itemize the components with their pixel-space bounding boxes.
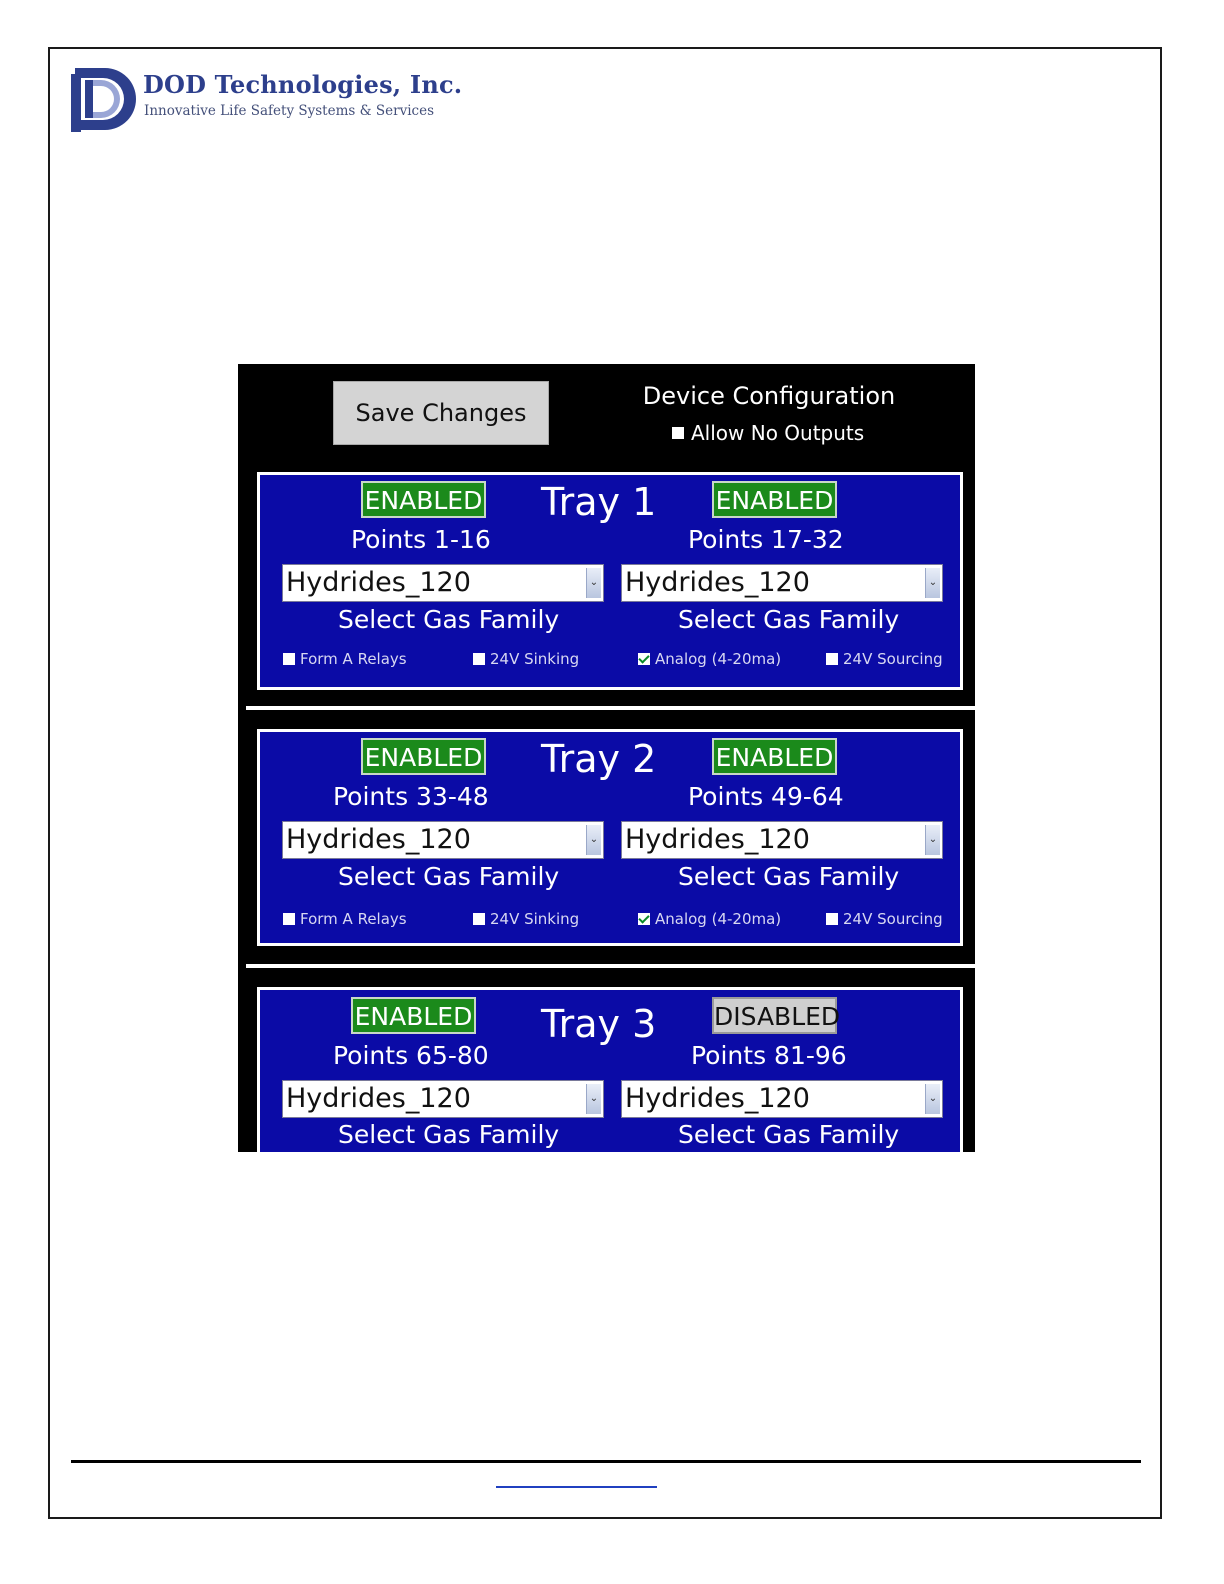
dod-logo-icon <box>71 66 137 132</box>
left-points-label: Points 1-16 <box>351 525 491 554</box>
tray-title: Tray 3 <box>541 1002 657 1046</box>
right-gas-family-value: Hydrides_120 <box>625 567 810 598</box>
allow-no-outputs-label: Allow No Outputs <box>691 421 865 445</box>
option-label: 24V Sourcing <box>843 650 943 668</box>
left-status-badge[interactable]: ENABLED <box>361 481 486 518</box>
right-points-label: Points 81-96 <box>691 1041 847 1070</box>
footer-link[interactable] <box>496 1486 657 1488</box>
right-points-label: Points 49-64 <box>688 782 844 811</box>
left-gas-family-select[interactable] <box>282 1080 604 1118</box>
option-label: Analog (4-20ma) <box>655 650 782 668</box>
24v-sourcing-checkbox[interactable] <box>826 650 943 668</box>
right-gas-family-value: Hydrides_120 <box>625 824 810 855</box>
form-a-relays-checkbox[interactable] <box>283 910 407 928</box>
right-select-caption: Select Gas Family <box>678 1120 900 1149</box>
right-gas-family-value: Hydrides_120 <box>625 1083 810 1114</box>
right-gas-family-select[interactable] <box>621 821 943 859</box>
screen-title: Device Configuration <box>642 382 896 410</box>
left-gas-family-value: Hydrides_120 <box>286 1083 471 1114</box>
company-tagline: Innovative Life Safety Systems & Services <box>144 103 435 119</box>
left-select-caption: Select Gas Family <box>338 862 560 891</box>
chevron-down-icon: ⌄ <box>925 825 940 855</box>
24v-sourcing-checkbox[interactable] <box>826 910 943 928</box>
option-label: 24V Sourcing <box>843 910 943 928</box>
right-status-badge[interactable]: ENABLED <box>712 481 837 518</box>
right-select-caption: Select Gas Family <box>678 605 900 634</box>
tray-2-panel <box>257 729 963 946</box>
right-status-badge[interactable]: ENABLED <box>712 738 837 775</box>
24v-sinking-checkbox[interactable] <box>473 650 579 668</box>
chevron-down-icon: ⌄ <box>925 568 940 598</box>
form-a-relays-checkbox[interactable] <box>283 650 407 668</box>
tray-title: Tray 1 <box>541 480 657 524</box>
checkbox-checked-icon <box>638 913 650 925</box>
right-points-label: Points 17-32 <box>688 525 844 554</box>
chevron-down-icon: ⌄ <box>586 1084 601 1114</box>
checkbox-icon <box>826 913 838 925</box>
24v-sinking-checkbox[interactable] <box>473 910 579 928</box>
left-gas-family-select[interactable] <box>282 821 604 859</box>
left-gas-family-value: Hydrides_120 <box>286 567 471 598</box>
right-status-badge[interactable]: DISABLED <box>712 997 837 1034</box>
tray-separator <box>246 706 975 710</box>
checkbox-icon <box>826 653 838 665</box>
right-gas-family-select[interactable] <box>621 564 943 602</box>
option-label: Analog (4-20ma) <box>655 910 782 928</box>
tray-separator <box>246 964 975 968</box>
device-configuration-screen <box>238 364 975 1152</box>
left-status-badge[interactable]: ENABLED <box>361 738 486 775</box>
left-select-caption: Select Gas Family <box>338 605 560 634</box>
allow-no-outputs-checkbox[interactable] <box>672 421 864 445</box>
checkbox-icon <box>283 913 295 925</box>
option-label: Form A Relays <box>300 910 407 928</box>
checkbox-icon <box>473 913 485 925</box>
checkbox-icon <box>283 653 295 665</box>
save-changes-button[interactable]: Save Changes <box>333 381 549 445</box>
chevron-down-icon: ⌄ <box>586 568 601 598</box>
tray-1-panel <box>257 472 963 690</box>
checkbox-icon <box>473 653 485 665</box>
left-gas-family-value: Hydrides_120 <box>286 824 471 855</box>
option-label: Form A Relays <box>300 650 407 668</box>
left-select-caption: Select Gas Family <box>338 1120 560 1149</box>
left-status-badge[interactable]: ENABLED <box>351 997 476 1034</box>
tray-title: Tray 2 <box>541 737 657 781</box>
checkbox-icon <box>672 427 684 439</box>
left-points-label: Points 65-80 <box>333 1041 489 1070</box>
chevron-down-icon: ⌄ <box>586 825 601 855</box>
company-name: DOD Technologies, Inc. <box>143 70 463 99</box>
analog-4-20ma-checkbox[interactable] <box>638 650 781 668</box>
footer-rule <box>71 1460 1141 1463</box>
right-select-caption: Select Gas Family <box>678 862 900 891</box>
chevron-down-icon: ⌄ <box>925 1084 940 1114</box>
right-gas-family-select[interactable] <box>621 1080 943 1118</box>
analog-4-20ma-checkbox[interactable] <box>638 910 781 928</box>
checkbox-checked-icon <box>638 653 650 665</box>
left-gas-family-select[interactable] <box>282 564 604 602</box>
left-points-label: Points 33-48 <box>333 782 489 811</box>
option-label: 24V Sinking <box>490 910 580 928</box>
tray-3-panel <box>257 987 963 1152</box>
option-label: 24V Sinking <box>490 650 580 668</box>
